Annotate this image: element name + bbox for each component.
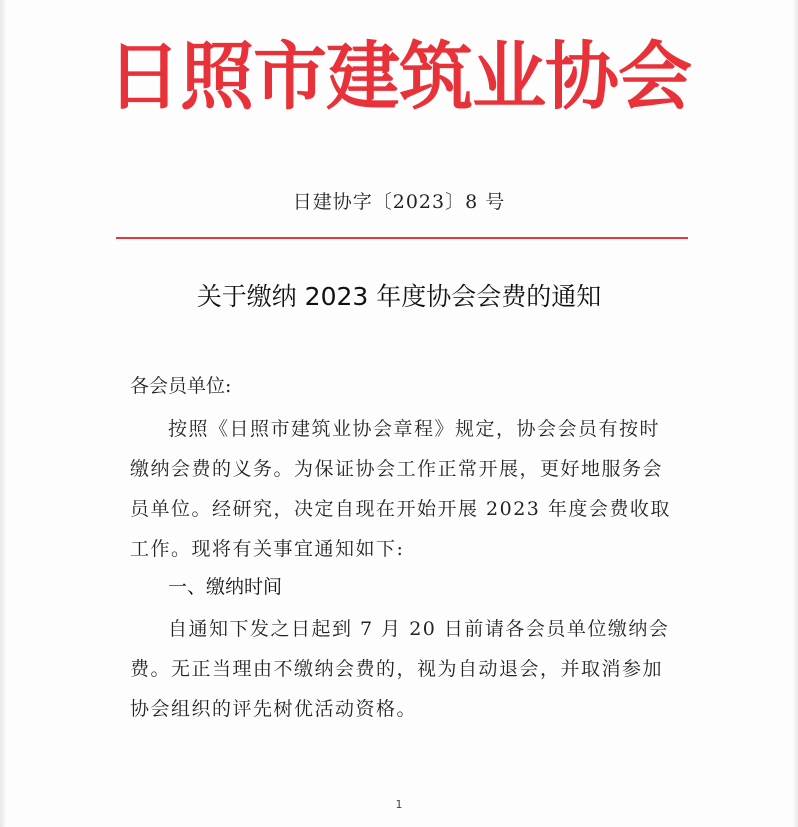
paragraph-1-line: 工作。现将有关事宜通知如下: <box>130 538 405 560</box>
document-number: 日建协字〔2023〕8 号 <box>292 191 506 213</box>
notice-title: 关于缴纳 2023 年度协会会费的通知 <box>196 282 602 311</box>
paragraph-2-line: 费。无正当理由不缴纳会费的，视为自动退会，并取消参加 <box>130 658 664 680</box>
salutation: 各会员单位: <box>130 375 232 397</box>
header-red-divider <box>116 237 688 239</box>
paragraph-1-line: 按照《日照市建筑业协会章程》规定，协会会员有按时 <box>168 418 661 440</box>
paragraph-1-line: 员单位。经研究，决定自现在开始开展 2023 年度会费收取 <box>130 498 671 520</box>
section-heading-payment-time: 一、缴纳时间 <box>168 576 283 598</box>
paragraph-2-line: 自通知下发之日起到 7 月 20 日前请各会员单位缴纳会 <box>168 618 670 640</box>
body-paragraph-2 <box>130 609 690 729</box>
organization-header-title: 日照市建筑业协会 <box>107 34 691 120</box>
paragraph-1-line: 缴纳会费的义务。为保证协会工作正常开展，更好地服务会 <box>130 458 664 480</box>
paragraph-2-line: 协会组织的评先树优活动资格。 <box>130 698 418 720</box>
body-paragraph-1 <box>130 409 690 569</box>
page-number: 1 <box>395 798 403 811</box>
